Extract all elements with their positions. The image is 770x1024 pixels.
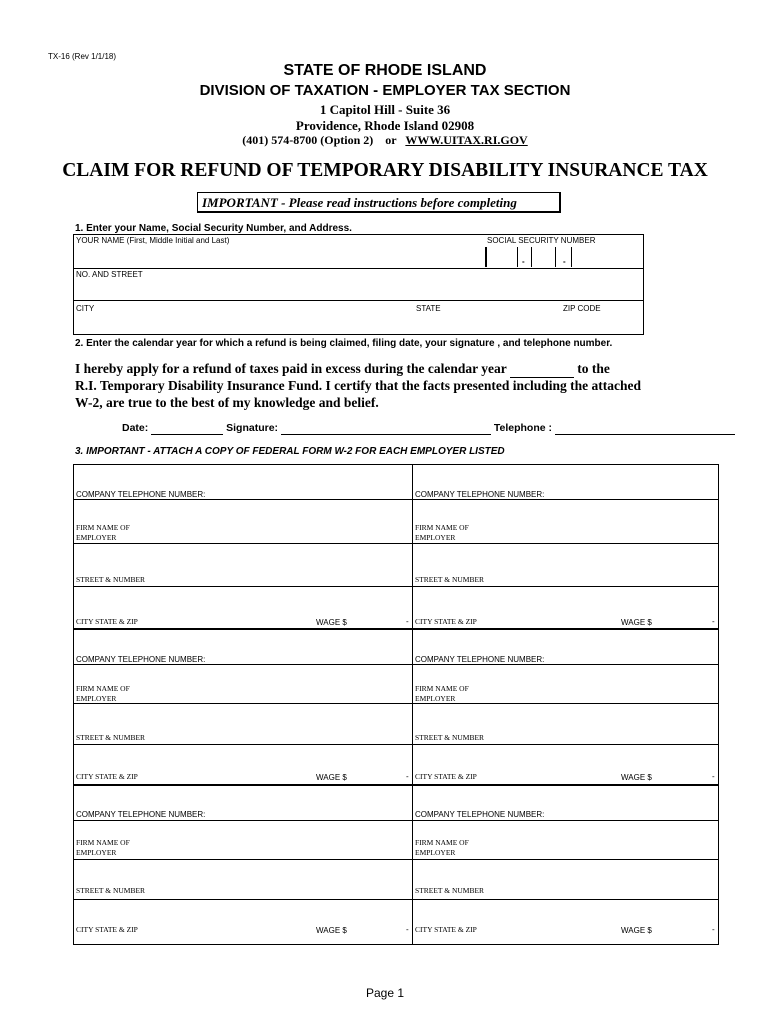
row-divider (73, 899, 719, 900)
company-phone-label: COMPANY TELEPHONE NUMBER: (76, 810, 206, 819)
ssn-divider (555, 247, 556, 267)
row-divider (73, 543, 719, 544)
certification-text-1b: to the (577, 361, 610, 376)
important-banner (197, 192, 561, 213)
row-divider (73, 586, 719, 587)
wage-label: WAGE $ (621, 926, 652, 935)
wage-label: WAGE $ (621, 618, 652, 627)
city-state-zip-input[interactable] (76, 314, 636, 332)
certification-line-3: W-2, are true to the best of my knowledge and belief. (75, 395, 379, 410)
firm-name-label: FIRM NAME OF EMPLOYER (76, 523, 130, 542)
city-label: CITY (76, 304, 95, 313)
row-divider (73, 859, 719, 860)
signature-row (122, 422, 735, 435)
block-divider (73, 628, 719, 630)
row-divider (73, 499, 719, 500)
calendar-year-field[interactable] (510, 361, 574, 378)
signature-field[interactable] (281, 422, 491, 435)
section3-heading: 3. IMPORTANT - ATTACH A COPY OF FEDERAL FORM W-2 FOR EACH EMPLOYER LISTED (75, 446, 505, 457)
name-input[interactable] (76, 246, 476, 266)
date-field[interactable] (151, 422, 223, 435)
city-state-zip-label: CITY STATE & ZIP (415, 772, 477, 781)
company-phone-label: COMPANY TELEPHONE NUMBER: (415, 655, 545, 664)
wage-label: WAGE $ (621, 773, 652, 782)
website-link[interactable]: WWW.UITAX.RI.GOV (405, 133, 528, 147)
ssn-divider (485, 247, 487, 267)
company-phone-label: COMPANY TELEPHONE NUMBER: (76, 655, 206, 664)
row-divider (73, 820, 719, 821)
page-number: Page 1 (365, 986, 405, 1000)
street-number-label: STREET & NUMBER (76, 575, 146, 584)
ssn-label: SOCIAL SECURITY NUMBER (487, 236, 596, 245)
row-divider (73, 703, 719, 704)
firm-name-label: FIRM NAME OF EMPLOYER (76, 838, 130, 857)
division-heading: DIVISION OF TAXATION - EMPLOYER TAX SECTION (199, 82, 571, 99)
city-state-zip-label: CITY STATE & ZIP (415, 925, 477, 934)
wage-dash: - (406, 617, 409, 626)
certification-text-1a: I hereby apply for a refund of taxes paid in excess during the calendar year (75, 361, 507, 376)
important-banner-text: IMPORTANT - Please read instructions before completing (202, 195, 517, 210)
certification-line-1 (75, 361, 610, 378)
name-label: YOUR NAME (First, Middle Initial and Last) (76, 236, 230, 245)
wage-dash: - (406, 925, 409, 934)
column-divider (412, 464, 413, 945)
company-phone-label: COMPANY TELEPHONE NUMBER: (415, 810, 545, 819)
firm-name-label: FIRM NAME OF EMPLOYER (76, 684, 130, 703)
form-title: CLAIM FOR REFUND OF TEMPORARY DISABILITY INSURANCE TAX (62, 160, 708, 181)
wage-label: WAGE $ (316, 926, 347, 935)
date-label: Date: (122, 422, 149, 434)
ssn-dash: - (522, 257, 525, 266)
state-label: STATE (416, 304, 441, 313)
ssn-divider (517, 247, 518, 267)
state-heading: STATE OF RHODE ISLAND (283, 62, 487, 79)
contact-line (0, 133, 770, 148)
block-divider (73, 784, 719, 786)
telephone-field[interactable] (555, 422, 735, 435)
wage-dash: - (712, 772, 715, 781)
certification-line-2: R.I. Temporary Disability Insurance Fund. I certify that the facts presented including the attached (75, 378, 642, 393)
ssn-divider (531, 247, 532, 267)
row-divider (73, 664, 719, 665)
firm-name-label: FIRM NAME OF EMPLOYER (415, 523, 469, 542)
street-number-label: STREET & NUMBER (415, 886, 485, 895)
street-number-label: STREET & NUMBER (415, 575, 485, 584)
address-line-2: Providence, Rhode Island 02908 (295, 118, 475, 133)
city-state-zip-label: CITY STATE & ZIP (76, 772, 138, 781)
city-state-zip-label: CITY STATE & ZIP (76, 617, 138, 626)
ssn-input[interactable] (485, 247, 591, 267)
wage-label: WAGE $ (316, 618, 347, 627)
form-id: TX-16 (Rev 1/1/18) (48, 52, 117, 61)
wage-dash: - (406, 772, 409, 781)
street-input[interactable] (76, 280, 636, 298)
employer-table (73, 464, 719, 945)
divider (73, 268, 644, 269)
zip-label: ZIP CODE (563, 304, 601, 313)
row-divider (73, 744, 719, 745)
firm-name-label: FIRM NAME OF EMPLOYER (415, 838, 469, 857)
street-number-label: STREET & NUMBER (76, 733, 146, 742)
street-number-label: STREET & NUMBER (76, 886, 146, 895)
ssn-divider (571, 247, 572, 267)
signature-label: Signature: (226, 422, 279, 434)
divider (73, 300, 644, 301)
wage-dash: - (712, 925, 715, 934)
company-phone-label: COMPANY TELEPHONE NUMBER: (76, 490, 206, 499)
city-state-zip-label: CITY STATE & ZIP (415, 617, 477, 626)
address-line-1: 1 Capitol Hill - Suite 36 (319, 102, 451, 117)
wage-label: WAGE $ (316, 773, 347, 782)
phone-number: (401) 574-8700 (Option 2) (242, 133, 374, 147)
street-number-label: STREET & NUMBER (415, 733, 485, 742)
wage-dash: - (712, 617, 715, 626)
company-phone-label: COMPANY TELEPHONE NUMBER: (415, 490, 545, 499)
or-text: or (385, 133, 397, 147)
city-state-zip-label: CITY STATE & ZIP (76, 925, 138, 934)
section2-heading: 2. Enter the calendar year for which a refund is being claimed, filing date, your signature , and telephone number. (75, 338, 613, 349)
telephone-label: Telephone : (493, 422, 553, 434)
section1-heading: 1. Enter your Name, Social Security Number, and Address. (75, 223, 352, 234)
street-label: NO. AND STREET (76, 270, 143, 279)
firm-name-label: FIRM NAME OF EMPLOYER (415, 684, 469, 703)
ssn-dash: - (563, 257, 566, 266)
